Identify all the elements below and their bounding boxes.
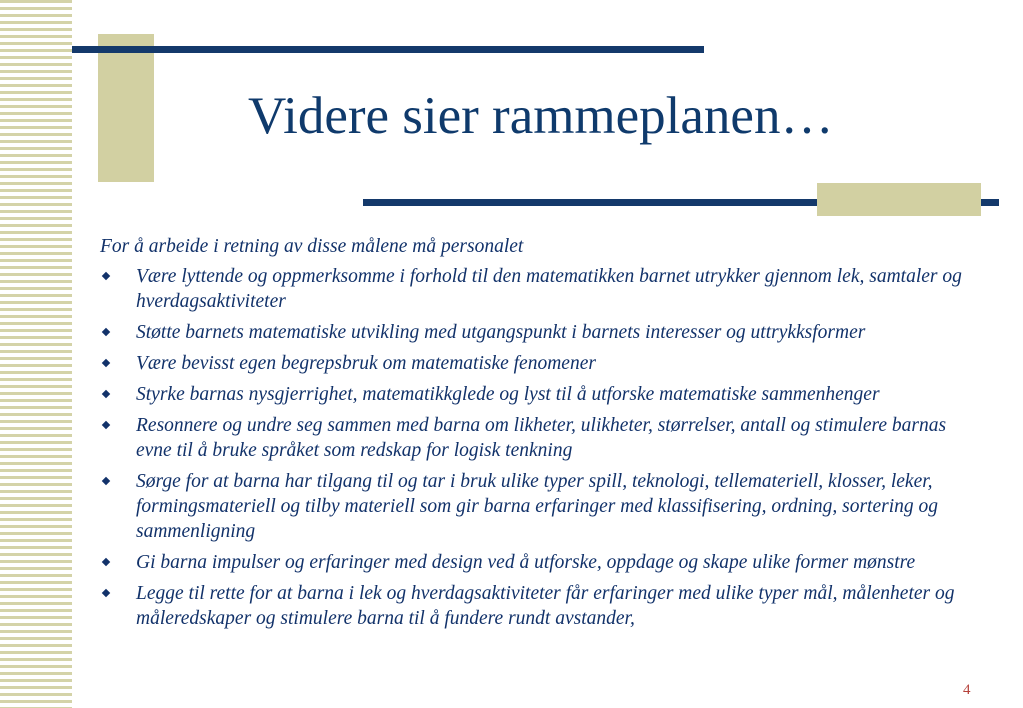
striped-side-decoration	[0, 0, 72, 708]
bullet-list	[100, 264, 980, 631]
diamond-bullet-icon	[102, 390, 110, 398]
list-item-text: Gi barna impulser og erfaringer med design ved å utforske, oppdage og skape ulike former mønstre	[136, 552, 916, 573]
list-item-text: Resonnere og undre seg sammen med barna om likheter, ulikheter, størrelser, antall og stimulere barnas evne til å bruke språket som redskap for logisk tenkning	[136, 415, 947, 461]
diamond-bullet-icon	[102, 421, 110, 429]
list-item-text: Styrke barnas nysgjerrighet, matematikkglede og lyst til å utforske matematiske sammenhenger	[136, 384, 880, 405]
list-item	[100, 351, 980, 376]
intro-text: For å arbeide i retning av disse målene må personalet	[100, 236, 524, 257]
diamond-bullet-icon	[102, 272, 110, 280]
diamond-bullet-icon	[102, 477, 110, 485]
list-item	[100, 550, 980, 575]
list-item-text: Støtte barnets matematiske utvikling med utgangspunkt i barnets interesser og uttrykksformer	[136, 322, 866, 343]
list-item	[100, 581, 980, 631]
diamond-bullet-icon	[102, 328, 110, 336]
list-item	[100, 469, 980, 544]
list-item-text: Være bevisst egen begrepsbruk om matematiske fenomener	[136, 353, 596, 374]
slide-content	[100, 234, 980, 637]
list-item	[100, 413, 980, 463]
decorative-bar-top	[72, 46, 704, 53]
diamond-bullet-icon	[102, 558, 110, 566]
slide-title: Videre sier rammeplanen…	[248, 87, 834, 145]
list-item	[100, 320, 980, 345]
page-number: 4	[963, 682, 971, 698]
diamond-bullet-icon	[102, 359, 110, 367]
list-item-text: Sørge for at barna har tilgang til og tar i bruk ulike typer spill, teknologi, tellemateriell, klosser, leker, formingsmateriell og tilby materiell som gir barna erfaringer med klassifisering, ordning, sortering og sammenligning	[136, 471, 939, 542]
list-item-text: Legge til rette for at barna i lek og hverdagsaktiviteter får erfaringer med ulike typer mål, målenheter og måleredskaper og stimulere barna til å fundere rundt avstander,	[136, 583, 955, 629]
diamond-bullet-icon	[102, 589, 110, 597]
decorative-square-right	[817, 183, 981, 216]
decorative-square-left	[98, 34, 154, 182]
list-item	[100, 264, 980, 314]
list-item	[100, 382, 980, 407]
list-item-text: Være lyttende og oppmerksomme i forhold til den matematikken barnet utrykker gjennom lek, samtaler og hverdagsaktiviteter	[136, 266, 962, 312]
